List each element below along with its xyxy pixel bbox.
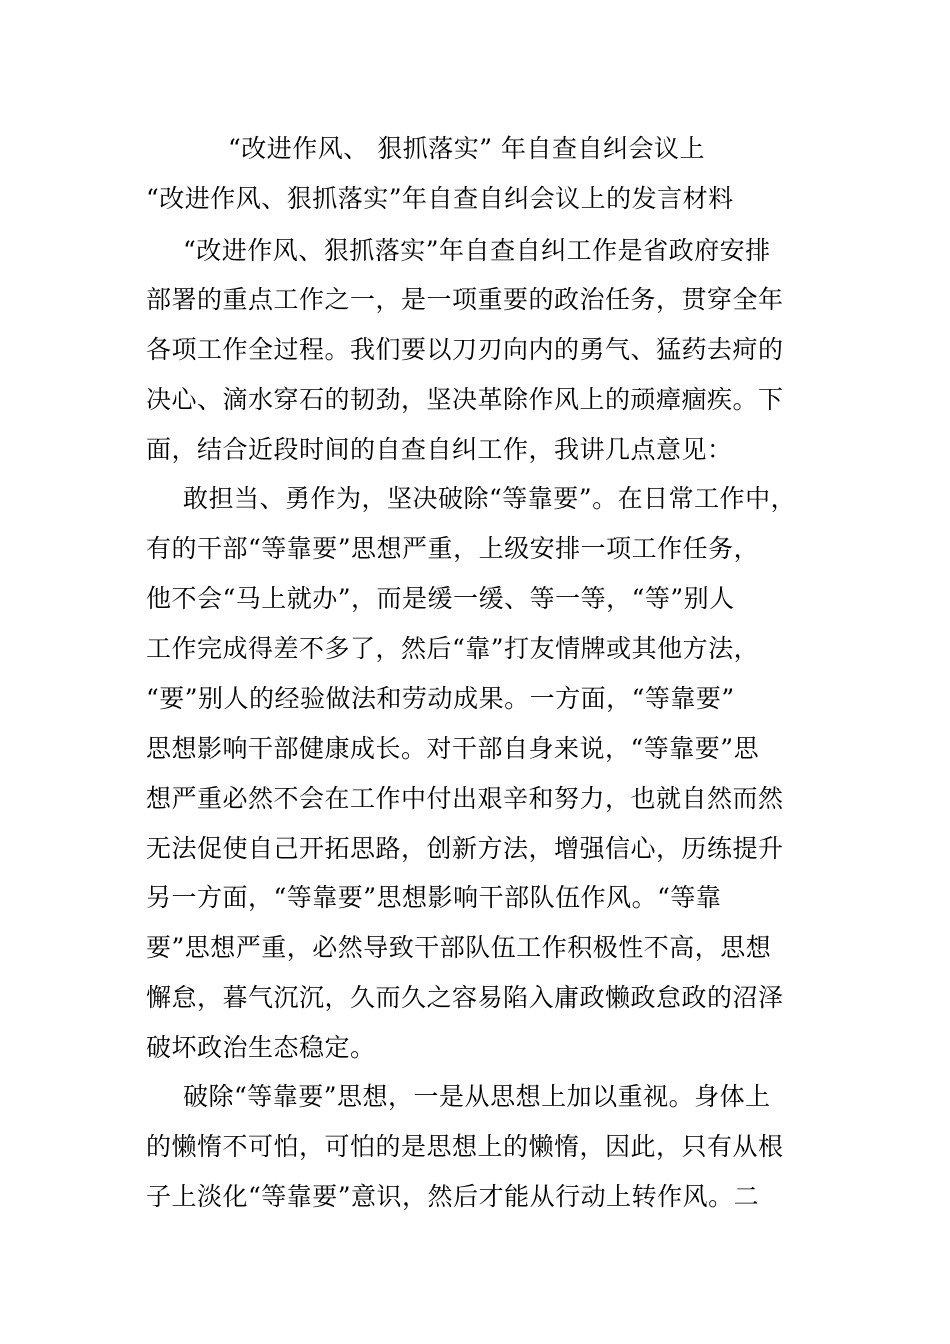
paragraph-line: 想严重必然不会在工作中付出艰辛和努力，也就自然而然	[146, 784, 784, 813]
document-title-line-1: “改进作风、 狠抓落实” 年自查自纠会议上	[228, 134, 705, 163]
paragraph-line: 工作完成得差不多了，然后“靠”打友情牌或其他方法，	[146, 634, 760, 663]
paragraph-line: 子上淡化“等靠要”意识，然后才能从行动上转作风。二	[146, 1182, 760, 1211]
paragraph-line: 无法促使自己开拓思路，创新方法，增强信心，历练提升	[146, 834, 784, 863]
paragraph-line: 另一方面，“等靠要”思想影响干部队伍作风。“等靠	[146, 883, 722, 912]
paragraph-line: 各项工作全过程。我们要以刀刃向内的勇气、猛药去疴的	[146, 335, 784, 364]
paragraph-line: 决心、滴水穿石的韧劲，坚决革除作风上的顽瘴痼疾。下	[146, 385, 784, 414]
paragraph-line: 破坏政治生态稳定。	[146, 1033, 376, 1062]
paragraph-line: 部署的重点工作之一，是一项重要的政治任务，贯穿全年	[146, 285, 784, 314]
document-title-line-2: “改进作风、狠抓落实”年自查自纠会议上的发言材料	[146, 184, 734, 213]
paragraph-line: 敢担当、勇作为，坚决破除“等靠要”。在日常工作中，	[183, 484, 797, 513]
paragraph-line: 面，结合近段时间的自查自纠工作，我讲几点意见：	[146, 435, 733, 464]
paragraph-line: 破除“等靠要”思想，一是从思想上加以重视。身体上	[183, 1082, 771, 1111]
paragraph-line: 有的干部“等靠要”思想严重，上级安排一项工作任务，	[146, 534, 760, 563]
paragraph-line: 思想影响干部健康成长。对干部自身来说，“等靠要”思	[146, 734, 760, 763]
paragraph-line: 他不会“马上就办”，而是缓一缓、等一等，“等”别人	[146, 584, 735, 613]
paragraph-line: “改进作风、狠抓落实”年自查自纠工作是省政府安排	[183, 236, 771, 265]
paragraph-line: “要”别人的经验做法和劳动成果。一方面，“等靠要”	[146, 684, 735, 713]
paragraph-line: 懈怠，暮气沉沉，久而久之容易陷入庸政懒政怠政的沼泽	[146, 983, 784, 1012]
paragraph-line: 的懒惰不可怕，可怕的是思想上的懒惰，因此，只有从根	[146, 1132, 784, 1161]
paragraph-line: 要”思想严重，必然导致干部队伍工作积极性不高，思想	[146, 933, 772, 962]
